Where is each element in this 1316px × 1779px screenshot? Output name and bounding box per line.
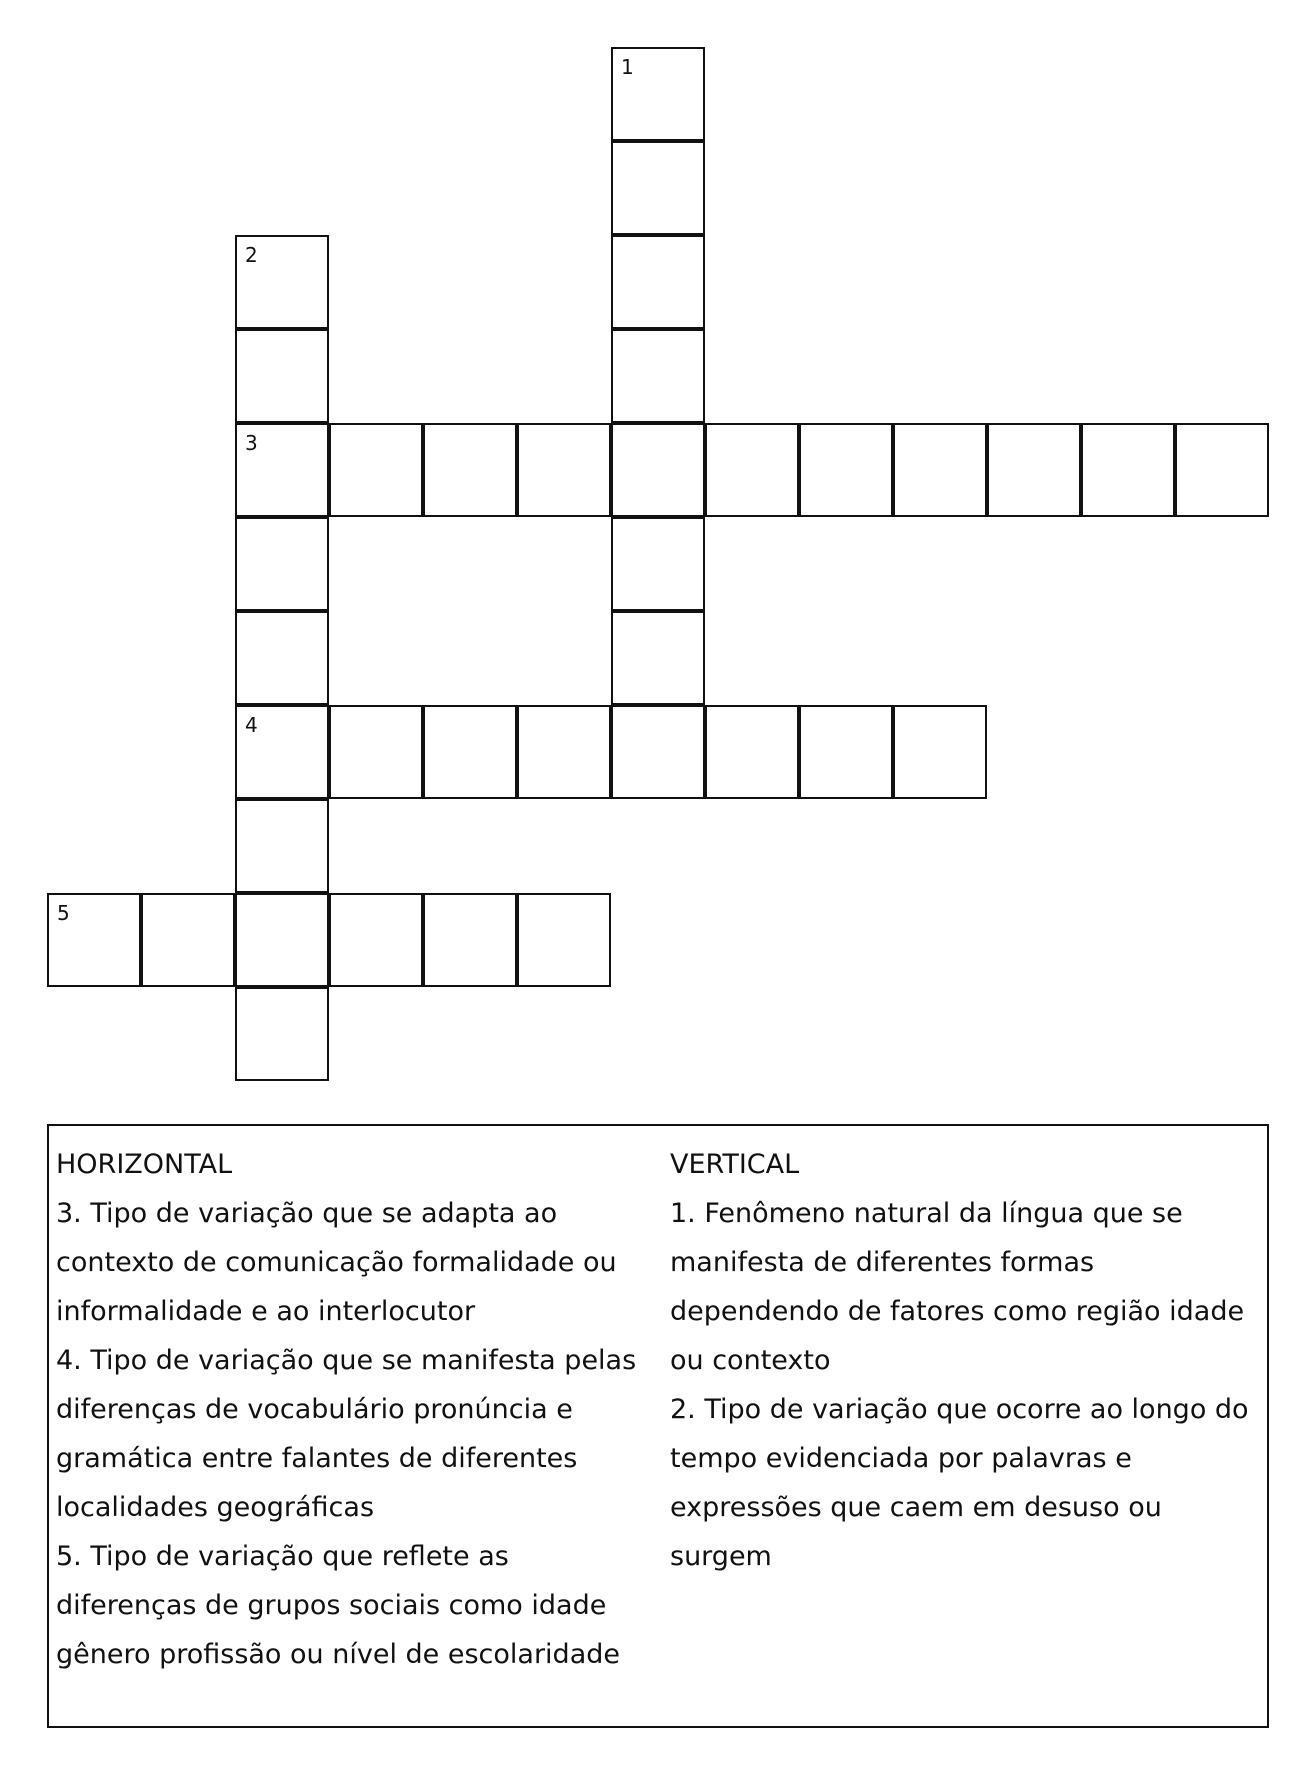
crossword-cell[interactable] [423, 705, 517, 799]
crossword-cell[interactable] [987, 423, 1081, 517]
crossword-cell[interactable] [423, 423, 517, 517]
crossword-cell[interactable] [611, 705, 705, 799]
clue-number-label: 2 [245, 243, 258, 267]
crossword-cell[interactable] [517, 893, 611, 987]
crossword-cell[interactable] [329, 893, 423, 987]
crossword-cell[interactable] [47, 893, 141, 987]
clue-vertical-2: 2. Tipo de variação que ocorre ao longo do tempo evidenciada por palavras e expressões que caem em desuso ou surgem [670, 1394, 1249, 1572]
crossword-cell[interactable] [329, 423, 423, 517]
crossword-cell[interactable] [517, 423, 611, 517]
crossword-cell[interactable] [235, 893, 329, 987]
crossword-cell[interactable] [611, 423, 705, 517]
crossword-cell[interactable] [329, 705, 423, 799]
crossword-cell[interactable] [611, 517, 705, 611]
vertical-heading: VERTICAL [670, 1149, 800, 1180]
crossword-cell[interactable] [893, 423, 987, 517]
crossword-cell[interactable] [235, 235, 329, 329]
crossword-cell[interactable] [705, 705, 799, 799]
clue-number-label: 4 [245, 713, 258, 737]
crossword-cell[interactable] [235, 705, 329, 799]
crossword-cell[interactable] [611, 141, 705, 235]
crossword-cell[interactable] [423, 893, 517, 987]
crossword-cell[interactable] [705, 423, 799, 517]
crossword-cell[interactable] [235, 611, 329, 705]
crossword-cell[interactable] [235, 329, 329, 423]
crossword-cell[interactable] [235, 423, 329, 517]
crossword-cell[interactable] [893, 705, 987, 799]
clue-vertical-1: 1. Fenômeno natural da língua que se manifesta de diferentes formas dependendo de fatores como região idade ou contexto [670, 1198, 1245, 1376]
clue-horizontal-5: 5. Tipo de variação que reflete as diferenças de grupos sociais como idade gênero profissão ou nível de escolaridade [56, 1541, 620, 1670]
clue-number-label: 3 [245, 431, 258, 455]
clue-number-label: 1 [621, 55, 634, 79]
crossword-cell[interactable] [141, 893, 235, 987]
crossword-cell[interactable] [611, 611, 705, 705]
vertical-clues-column [670, 1140, 1265, 1581]
crossword-cell[interactable] [1081, 423, 1175, 517]
clue-number-label: 5 [57, 901, 70, 925]
horizontal-heading: HORIZONTAL [56, 1149, 233, 1180]
crossword-cell[interactable] [611, 235, 705, 329]
crossword-cell[interactable] [799, 705, 893, 799]
clues-box [47, 1124, 1269, 1728]
crossword-cell[interactable] [235, 517, 329, 611]
crossword-cell[interactable] [1175, 423, 1269, 517]
crossword-cell[interactable] [235, 799, 329, 893]
clue-horizontal-3: 3. Tipo de variação que se adapta ao contexto de comunicação formalidade ou informalidade e ao interlocutor [56, 1198, 617, 1327]
clue-horizontal-4: 4. Tipo de variação que se manifesta pelas diferenças de vocabulário pronúncia e gramática entre falantes de diferentes localidades geográficas [56, 1345, 637, 1523]
crossword-cell[interactable] [517, 705, 611, 799]
crossword-cell[interactable] [235, 987, 329, 1081]
crossword-cell[interactable] [799, 423, 893, 517]
horizontal-clues-column [56, 1140, 656, 1679]
crossword-cell[interactable] [611, 47, 705, 141]
crossword-cell[interactable] [611, 329, 705, 423]
